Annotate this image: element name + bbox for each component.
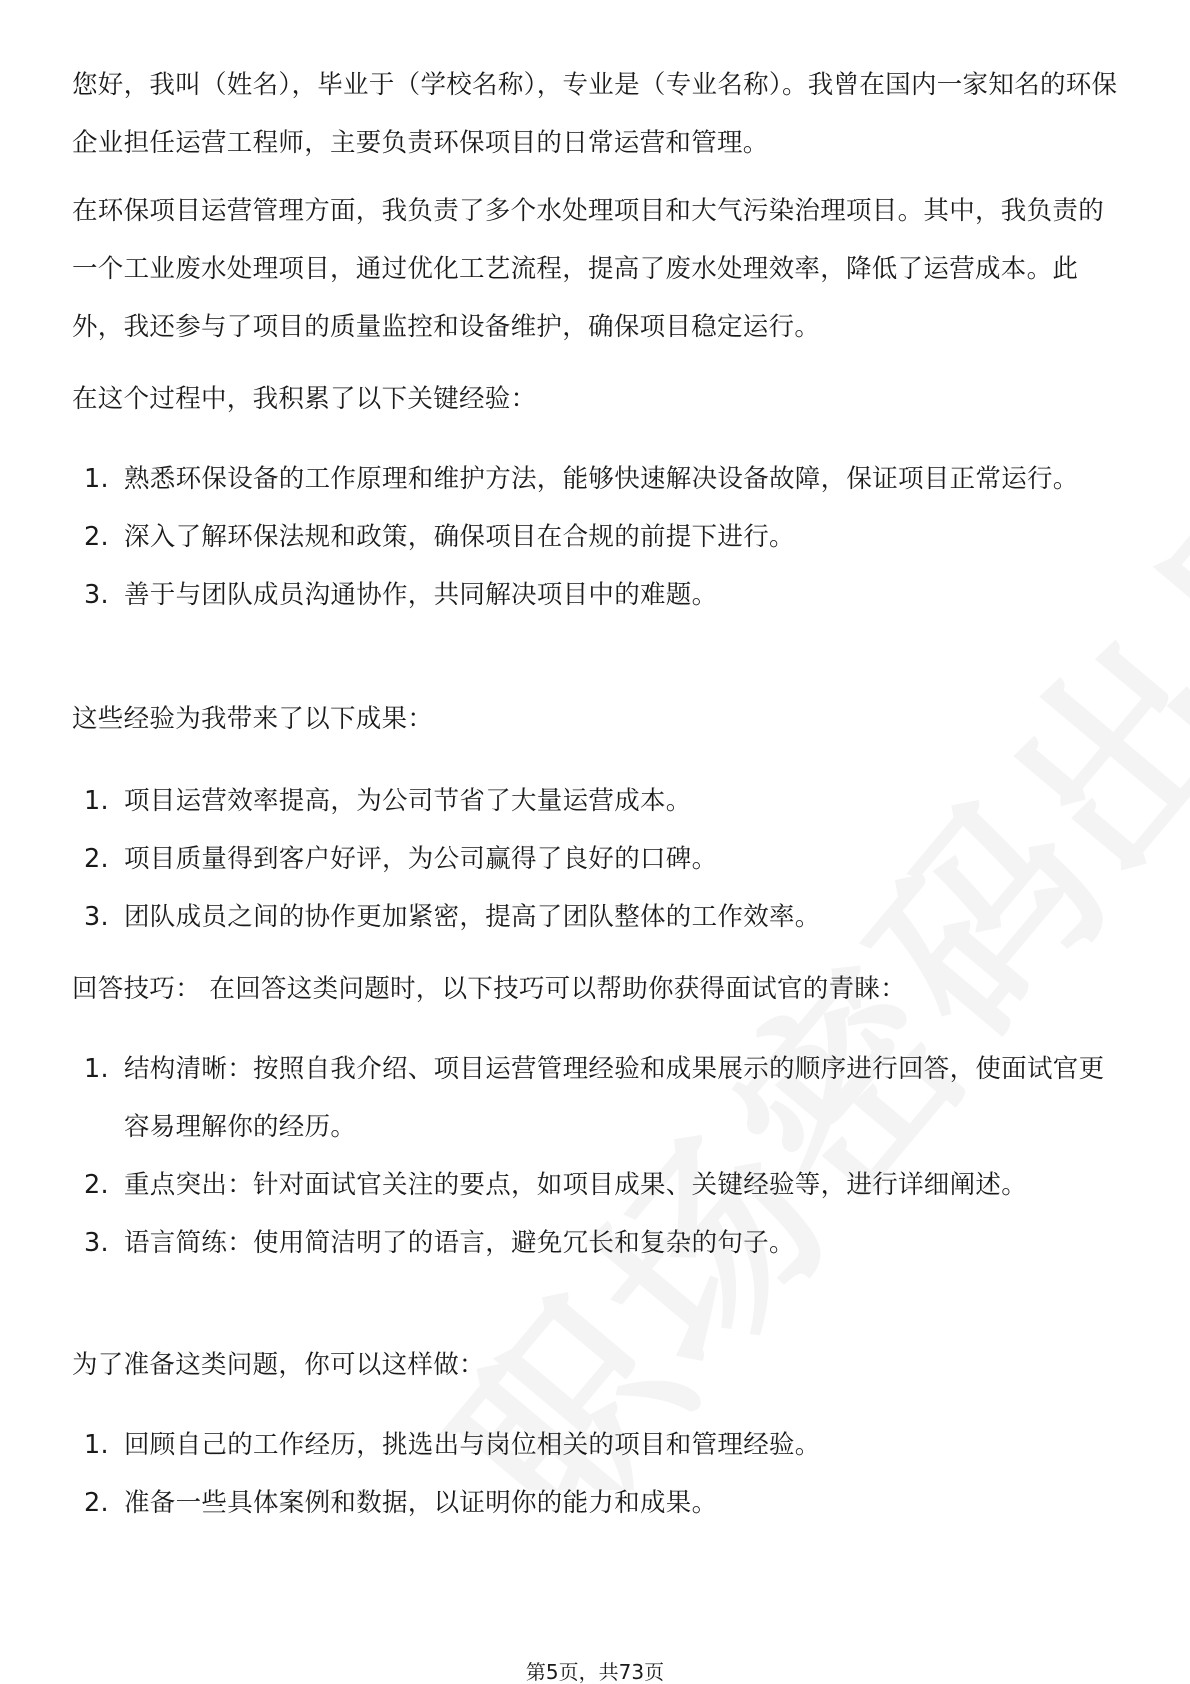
list-number: 3. — [84, 1228, 109, 1258]
list-item-text: 结构清晰：按照自我介绍、项目运营管理经验和成果展示的顺序进行回答，使面试官更容易理解你的经历。 — [124, 1054, 1105, 1142]
list-item — [72, 1214, 1122, 1272]
answer-tips-intro: 回答技巧： 在回答这类问题时，以下技巧可以帮助你获得面试官的青睐： — [72, 974, 907, 1004]
list-item-text: 项目运营效率提高，为公司节省了大量运营成本。 — [124, 786, 692, 816]
preparation-list — [72, 1416, 1122, 1532]
list-item — [72, 566, 1122, 624]
list-item-text: 项目质量得到客户好评，为公司赢得了良好的口碑。 — [124, 844, 718, 874]
list-number: 1. — [84, 786, 109, 816]
intro-paragraph: 您好，我叫（姓名），毕业于（学校名称），专业是（专业名称）。我曾在国内一家知名的环保企业担任运营工程师，主要负责环保项目的日常运营和管理。 — [72, 70, 1118, 158]
list-item — [72, 1156, 1122, 1214]
list-item-text: 善于与团队成员沟通协作，共同解决项目中的难题。 — [124, 580, 718, 610]
results-intro: 这些经验为我带来了以下成果： — [72, 704, 434, 734]
list-item — [72, 1040, 1122, 1156]
list-number: 1. — [84, 1054, 109, 1084]
preparation-intro: 为了准备这类问题，你可以这样做： — [72, 1350, 485, 1380]
list-item — [72, 888, 1122, 946]
list-number: 2. — [84, 522, 109, 552]
list-item — [72, 1474, 1122, 1532]
list-item-text: 深入了解环保法规和政策，确保项目在合规的前提下进行。 — [124, 522, 795, 552]
list-number: 2. — [84, 1488, 109, 1518]
list-item — [72, 772, 1122, 830]
tips-list — [72, 1040, 1122, 1272]
list-item-text: 重点突出：针对面试官关注的要点，如项目成果、关键经验等，进行详细阐述。 — [124, 1170, 1028, 1200]
page-number-footer: 第5页，共73页 — [525, 1660, 665, 1684]
list-number: 3. — [84, 580, 109, 610]
list-item-text: 熟悉环保设备的工作原理和维护方法，能够快速解决设备故障，保证项目正常运行。 — [124, 464, 1079, 494]
list-number: 3. — [84, 902, 109, 932]
project-management-paragraph: 在环保项目运营管理方面，我负责了多个水处理项目和大气污染治理项目。其中，我负责的一个工业废水处理项目，通过优化工艺流程，提高了废水处理效率，降低了运营成本。此外，我还参与了项目的质量监控和设备维护，确保项目稳定运行。 — [72, 196, 1105, 342]
experience-intro: 在这个过程中，我积累了以下关键经验： — [72, 384, 537, 414]
list-item — [72, 450, 1122, 508]
list-item-text: 团队成员之间的协作更加紧密，提高了团队整体的工作效率。 — [124, 902, 821, 932]
list-item-text: 准备一些具体案例和数据，以证明你的能力和成果。 — [124, 1488, 718, 1518]
list-item-text: 语言简练：使用简洁明了的语言，避免冗长和复杂的句子。 — [124, 1228, 795, 1258]
list-number: 2. — [84, 844, 109, 874]
experience-list — [72, 450, 1122, 624]
list-item-text: 回顾自己的工作经历，挑选出与岗位相关的项目和管理经验。 — [124, 1430, 821, 1460]
list-item — [72, 508, 1122, 566]
list-number: 1. — [84, 464, 109, 494]
list-item — [72, 1416, 1122, 1474]
list-number: 2. — [84, 1170, 109, 1200]
results-list — [72, 772, 1122, 946]
list-item — [72, 830, 1122, 888]
list-number: 1. — [84, 1430, 109, 1460]
